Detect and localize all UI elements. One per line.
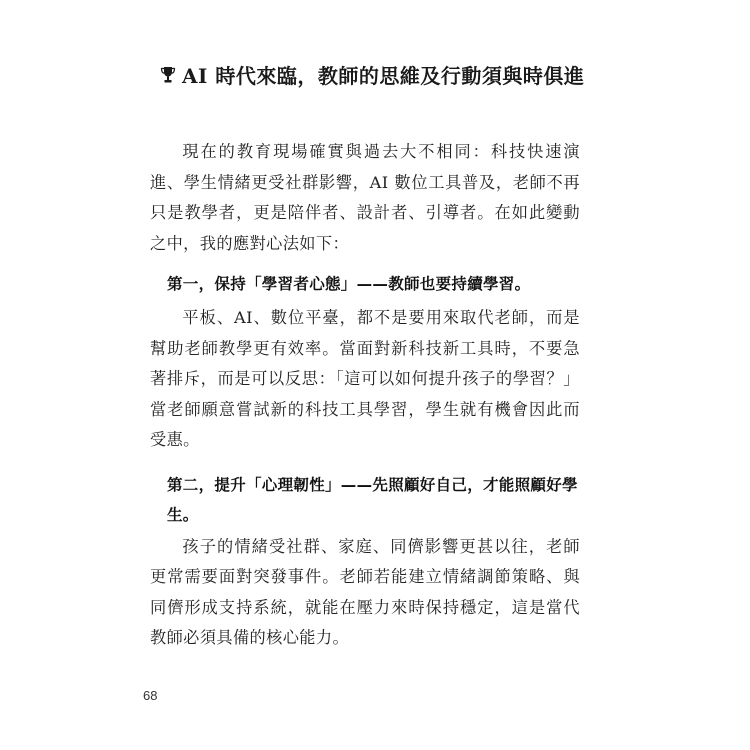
chapter-heading-text: AI 時代來臨，教師的思維及行動須與時俱進 [182,64,585,88]
section-body-1: 平板、AI、數位平臺，都不是要用來取代老師，而是幫助老師教學更有效率。當面對新科技新工具時，不要急著排斥，而是可以反思：「這可以如何提升孩子的學習？」當老師願意嘗試新的科技工具學習，學生就有機會因此而受惠。 [150,308,580,449]
trophy-icon [160,66,176,84]
page-body [150,137,580,654]
intro-paragraph: 現在的教育現場確實與過去大不相同：科技快速演進、學生情緒更受社群影響，AI 數位工具普及，老師不再只是教學者，更是陪伴者、設計者、引導者。在如此變動之中，我的應對心法如下： [150,142,580,253]
section-body-2: 孩子的情緒受社群、家庭、同儕影響更甚以往，老師更常需要面對突發事件。老師若能建立情緒調節策略、與同儕形成支持系統，就能在壓力來時保持穩定，這是當代教師必須具備的核心能力。 [150,536,580,647]
section-title-2: 第二，提升「心理韌性」——先照顧好自己，才能照顧好學生。 [167,475,578,524]
chapter-heading [160,60,585,89]
page-number: 68 [143,688,158,703]
section-title-1: 第一，保持「學習者心態」——教師也要持續學習。 [167,275,531,293]
